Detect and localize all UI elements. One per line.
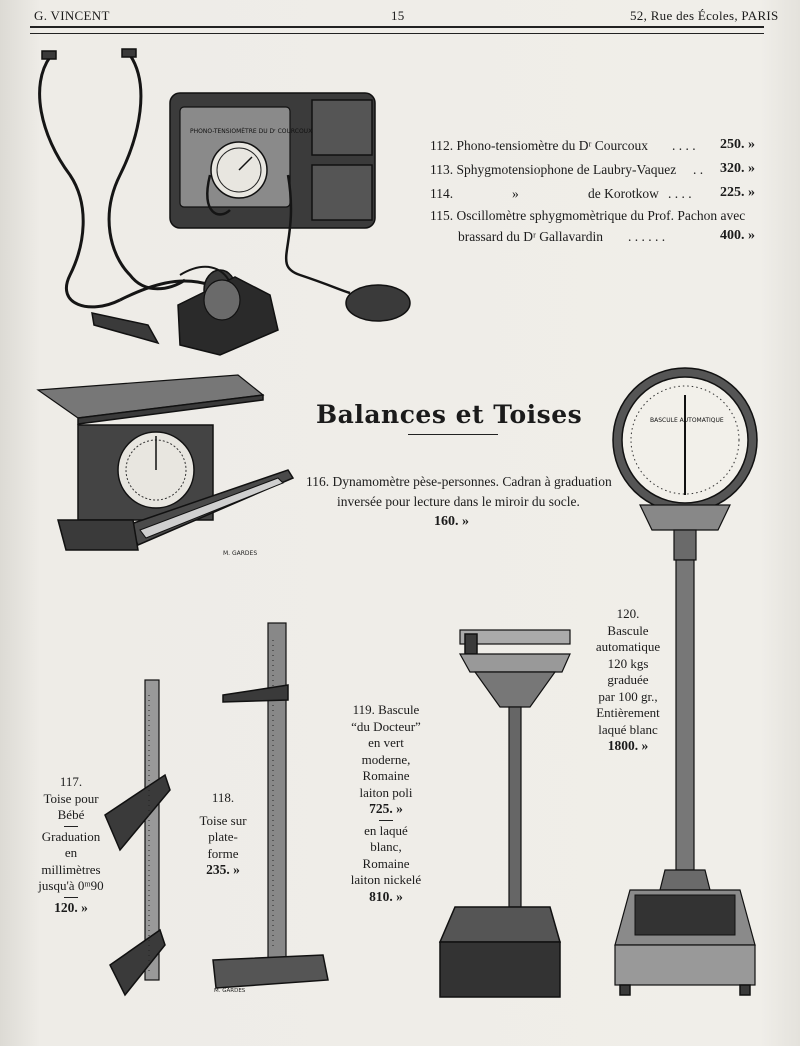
item-119-l5: Romaine [362,768,410,783]
item-119-l2: “du Docteur” [351,718,421,734]
item-119-l3: en vert [368,735,404,750]
item-112 [430,138,648,154]
item-117-dash-2 [64,897,78,898]
item-119-caption [342,702,430,905]
item-119-price2: 810. » [369,888,403,904]
item-115-price: 400. » [720,228,755,243]
item-114-price: 225. » [720,185,755,200]
header-company: G. VINCENT [34,8,110,23]
item-118-caption [188,790,258,879]
item-119-price1: 725. » [369,801,403,816]
item-119-l7: en laqué [364,822,408,838]
item-113: 113. Sphygmotensiophone de Laubry-Vaquez [430,162,677,177]
item-112-dots: . . . . [672,138,696,153]
item-117-l2: Bébé [57,807,85,822]
item-120-caption [582,606,674,755]
stethoscope-illustration [30,45,420,365]
item-120-l4: graduée [607,672,649,687]
item-119-l4: moderne, [361,751,411,767]
item-117-caption [36,774,106,916]
item-117-number: 117. [59,774,83,789]
dial-label: BASCULE AUTOMATIQUE [650,417,724,424]
item-116-line1: 116. Dynamomètre pèse-personnes. Cadran à graduation [306,474,612,489]
baby-measure-illustration [100,675,180,1000]
header-page-number: 15 [391,8,405,23]
item-114-text: de Korotkow [588,186,659,201]
item-118-price: 235. » [206,862,240,877]
item-119-l10: laiton nickelé [350,872,422,887]
item-115-line2: brassard du Dʳ Gallavardin [458,229,604,244]
section-title-rule [408,434,498,435]
item-113-dots: . . [693,162,704,177]
item-112-text: 112. Phono-tensiomètre du Dʳ Courcoux [430,138,649,153]
rod-signature: M. GARDES [214,988,246,994]
item-120-l6: Entièrement [596,705,660,720]
header-rule [30,26,764,34]
item-120-l1: Bascule [607,622,649,638]
item-114-ditto: » [512,186,519,201]
item-117-l3: Graduation [41,828,101,844]
item-117-price: 120. » [54,899,88,915]
item-116-line2: inversée pour lecture dans le miroir du socle. [337,494,580,509]
item-115: 115. Oscillomètre sphygmomètrique du Prof. Pachon avec [430,208,746,223]
doctor-scale-illustration [430,622,580,1002]
item-117-l5: jusqu'à 0ᵐ90 [38,878,104,893]
item-119-l1: 119. Bascule [352,702,420,717]
item-120-l2: automatique [595,639,661,654]
item-114-dots: . . . . [668,186,692,201]
item-112-price: 250. » [720,137,755,152]
section-title: Balances et Toises [316,400,583,429]
item-117-l1: Toise pour [43,790,99,806]
item-116-price: 160. » [434,514,469,529]
item-115-dots: . . . . . . [628,229,666,244]
item-114-number: 114. [430,186,454,201]
item-120-l5: par 100 gr., [598,688,658,704]
bathroom-scale-illustration [38,370,298,565]
item-120-l7: laqué blanc [598,721,658,737]
item-118-l3: forme [207,845,239,861]
item-119-dash [379,820,393,821]
item-118-number: 118. [211,790,235,805]
item-118-l1: Toise sur [199,812,247,828]
scale-signature: M. GARDES [223,550,258,557]
item-113-price: 320. » [720,161,755,176]
item-120-price: 1800. » [607,738,649,753]
item-118-l2: plate- [208,829,238,844]
item-120-l3: 120 kgs [607,655,649,671]
header-address: 52, Rue des Écoles, PARIS [630,8,779,23]
item-119-l9: Romaine [362,855,410,871]
item-119-l6: laiton poli [359,784,413,800]
item-117-l4: en millimètres [41,845,101,877]
item-119-l8: blanc, [370,839,402,854]
box-engraved-label: PHONO-TENSIOMÈTRE DU Dʳ COURCOUX [190,128,313,135]
item-120-number: 120. [616,606,640,621]
item-117-dash [64,826,78,827]
